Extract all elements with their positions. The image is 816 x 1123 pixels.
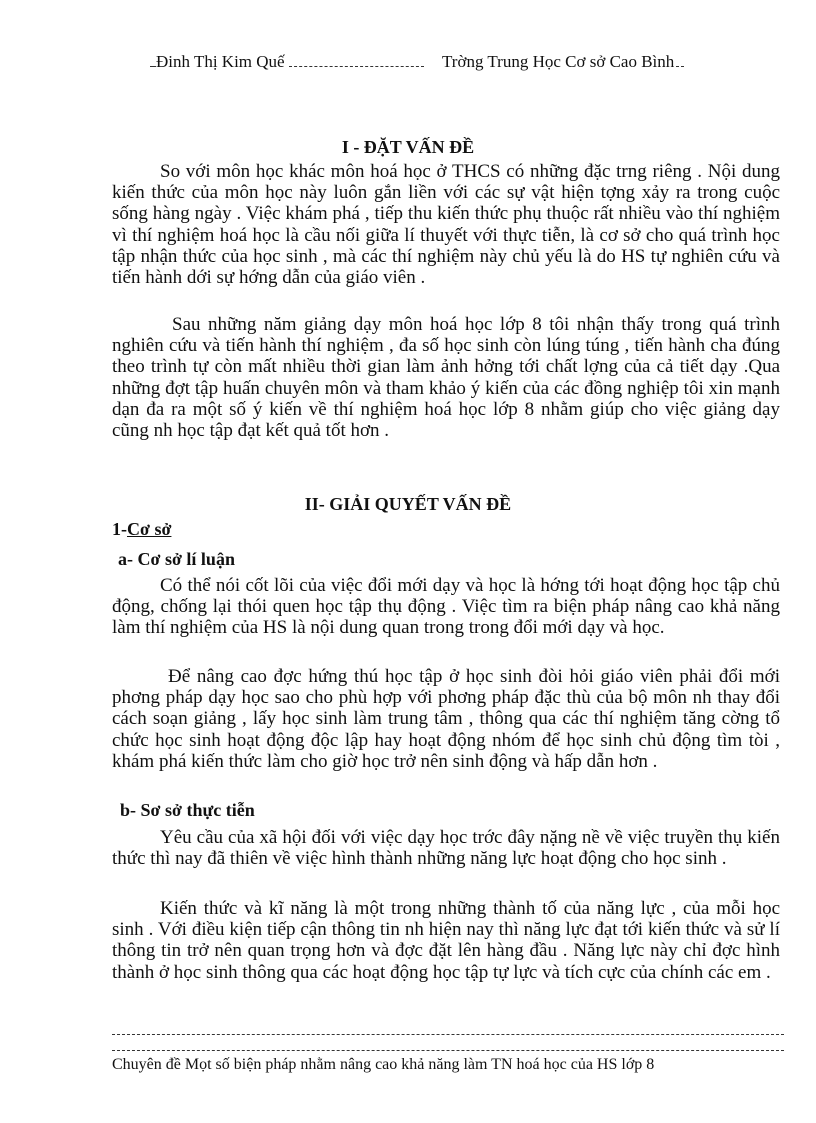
subheading-co-so-li-luan: a- Cơ sở lí luận [118,549,235,569]
header-author: Đinh Thị Kim Quế [150,52,424,72]
page-header [150,52,710,76]
heading-co-so-text: Cơ sở [127,519,172,539]
section-1-paragraph-1: So với môn học khác môn hoá học ở THCS có những đặc trng riêng . Nội dung kiến thức của môn học này luôn gắn liền với các sự vật hiện tợng xảy ra trong cuộc sống hàng ngày . Việc khám phá , tiếp thu kiến thức phụ thuộc rất nhiều vào thí nghiệm vì thí nghiệm hoá học là cầu nối giữa lí thuyết với thực tiễn, là cơ sở cho quá trình học tập nhận thức của học sinh , mà các thí nghiệm này chủ yếu là do HS tự nghiên cứu và tiến hành dới sự hớng dẫn của giáo viên . [112,161,780,289]
heading-co-so [112,519,171,540]
li-luan-paragraph-2: Để nâng cao đợc hứng thú học tập ở học sinh đòi hỏi giáo viên phải đổi mới phơng pháp dạy học sao cho phù hợp với phơng pháp đặc thù của bộ môn nh thay đổi cách soạn giảng , lấy học sinh làm trung tâm , thông qua các thí nghiệm tăng cờng tổ chức học sinh hoạt động độc lập hay hoạt động nhóm để học sinh chủ động tìm tòi , khám phá kiến thức làm cho giờ học trở nên sinh động và hấp dẫn hơn . [112,666,780,772]
footer-divider-2 [112,1050,784,1051]
li-luan-paragraph-1: Có thể nói cốt lõi của việc đổi mới dạy và học là hớng tới hoạt động học tập chủ động, chống lại thói quen học tập thụ động . Việc tìm ra biện pháp nâng cao khả năng làm thí nghiệm của HS là nội dung quan trong trong đổi mới dạy và học. [112,575,780,639]
heading-co-so-number: 1- [112,519,127,539]
section-1-paragraph-2: Sau những năm giảng dạy môn hoá học lớp 8 tôi nhận thấy trong quá trình nghiên cứu và tiến hành thí nghiệm , đa số học sinh còn lúng túng , tiến hành cha đúng theo trình tự còn mất nhiều thời gian làm ảnh hởng tới chất lợng của cả tiết dạy .Qua những đợt tập huấn chuyên môn và tham khảo ý kiến của các đồng nghiệp tôi xin mạnh dạn đa ra một số ý kiến về thí nghiệm hoá học lớp 8 nhằm giúp cho việc giảng dạy cũng nh học tập đạt kết quả tốt hơn . [112,314,780,442]
thuc-tien-paragraph-1: Yêu cầu của xã hội đối với việc dạy học trớc đây nặng nề về việc truyền thụ kiến thức thì nay đã thiên về việc hình thành những năng lực hoạt động cho học sinh . [112,827,780,870]
section-2-title: II- GIẢI QUYẾT VẤN ĐỀ [304,494,512,514]
section-1-title: I - ĐẶT VẤN ĐỀ [341,137,475,157]
footer-divider-1 [112,1034,784,1035]
page-footer: Chuyên đề Mọt số biện pháp nhằm nâng cao khả năng làm TN hoá học của HS lớp 8 [112,1056,655,1073]
header-school: Trờng Trung Học Cơ sở Cao Bình [442,52,684,72]
thuc-tien-paragraph-2: Kiến thức và kĩ năng là một trong những thành tố của năng lực , của mỗi học sinh . Với điều kiện tiếp cận thông tin nh hiện nay thì năng lực đạt tới kiến thức và sử lí thông tin trở nên quan trọng hơn và đợc đặt lên hàng đầu . Năng lực này chỉ đợc hình thành ở học sinh thông qua các hoạt động học tập tự lực và tích cực của chính các em . [112,898,780,983]
subheading-co-so-thuc-tien: b- Sơ sở thực tiễn [120,800,255,820]
